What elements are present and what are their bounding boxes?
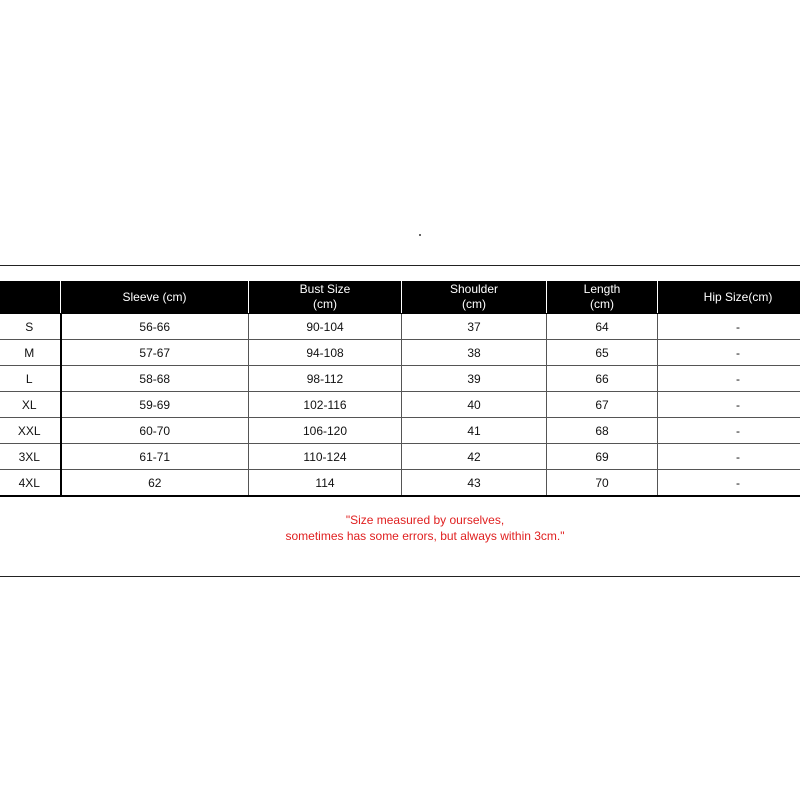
length-cell: 69	[547, 444, 658, 470]
bust-cell: 106-120	[249, 418, 402, 444]
shoulder-cell: 43	[402, 470, 547, 497]
hip-cell: -	[658, 470, 800, 497]
bust-cell: 94-108	[249, 340, 402, 366]
hip-cell: -	[658, 418, 800, 444]
length-cell: 68	[547, 418, 658, 444]
note-line-1: "Size measured by ourselves,	[345, 513, 505, 527]
shoulder-cell: 39	[402, 366, 547, 392]
size-cell: XL	[0, 392, 61, 418]
length-cell: 67	[547, 392, 658, 418]
header-bust-size: Bust Size (cm)	[249, 281, 402, 314]
shoulder-cell: 41	[402, 418, 547, 444]
table-row	[0, 366, 800, 392]
header-sleeve: Sleeve (cm)	[61, 281, 249, 314]
sleeve-cell: 60-70	[61, 418, 249, 444]
table-header-row	[0, 281, 800, 314]
table-row	[0, 444, 800, 470]
sleeve-cell: 56-66	[61, 314, 249, 340]
stray-dot	[419, 234, 421, 236]
header-shoulder: Shoulder (cm)	[402, 281, 547, 314]
bust-cell: 110-124	[249, 444, 402, 470]
table-row	[0, 418, 800, 444]
header-size	[0, 281, 61, 314]
note-line-2: sometimes has some errors, but always within 3cm."	[285, 529, 565, 543]
table-row	[0, 340, 800, 366]
length-cell: 64	[547, 314, 658, 340]
shoulder-cell: 40	[402, 392, 547, 418]
sleeve-cell: 62	[61, 470, 249, 497]
length-cell: 66	[547, 366, 658, 392]
bust-cell: 114	[249, 470, 402, 497]
table-row	[0, 470, 800, 497]
length-cell: 65	[547, 340, 658, 366]
sleeve-cell: 61-71	[61, 444, 249, 470]
shoulder-cell: 42	[402, 444, 547, 470]
length-cell: 70	[547, 470, 658, 497]
sleeve-cell: 59-69	[61, 392, 249, 418]
hip-cell: -	[658, 314, 800, 340]
sleeve-cell: 57-67	[61, 340, 249, 366]
header-hip-size: Hip Size(cm)	[658, 281, 800, 314]
size-cell: M	[0, 340, 61, 366]
hip-cell: -	[658, 444, 800, 470]
hip-cell: -	[658, 340, 800, 366]
bust-cell: 102-116	[249, 392, 402, 418]
size-disclaimer-note	[0, 512, 800, 544]
table-row	[0, 392, 800, 418]
sleeve-cell: 58-68	[61, 366, 249, 392]
hip-cell: -	[658, 392, 800, 418]
table-row	[0, 314, 800, 340]
hip-cell: -	[658, 366, 800, 392]
size-cell: S	[0, 314, 61, 340]
size-chart-table	[0, 280, 800, 497]
size-cell: 4XL	[0, 470, 61, 497]
bust-cell: 98-112	[249, 366, 402, 392]
size-cell: L	[0, 366, 61, 392]
bust-cell: 90-104	[249, 314, 402, 340]
header-length: Length (cm)	[547, 281, 658, 314]
top-divider	[0, 265, 800, 266]
shoulder-cell: 37	[402, 314, 547, 340]
size-cell: 3XL	[0, 444, 61, 470]
shoulder-cell: 38	[402, 340, 547, 366]
size-cell: XXL	[0, 418, 61, 444]
bottom-divider	[0, 576, 800, 577]
